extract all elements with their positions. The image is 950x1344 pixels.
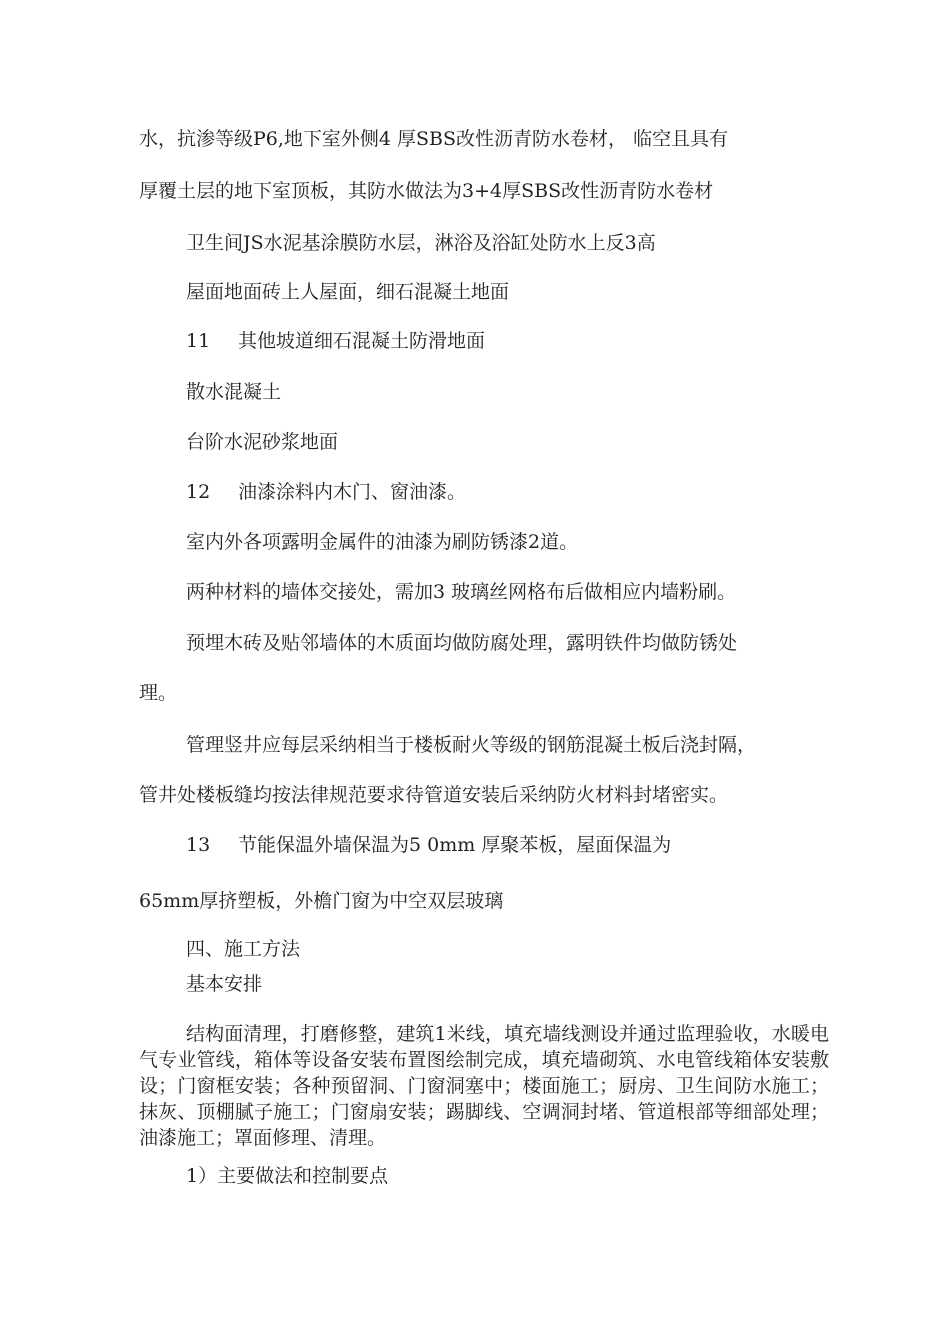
item-text: 节能保温外墙保温为5 0mm 厚聚苯板，屋面保温为 <box>238 834 672 856</box>
text-line: 台阶水泥砂浆地面 <box>186 431 339 453</box>
text-line: 屋面地面砖上人屋面，细石混凝土地面 <box>186 281 510 303</box>
text-line: 两种材料的墙体交接处，需加3 玻璃丝网格布后做相应内墙粉刷。 <box>186 581 737 603</box>
text-line: 管井处楼板缝均按法律规范要求待管道安装后采纳防火材料封堵密实。 <box>139 784 729 806</box>
text-line: 管理竖井应每层采纳相当于楼板耐火等级的钢筋混凝土板后浇封隔， <box>186 734 757 756</box>
list-heading: 1）主要做法和控制要点 <box>186 1165 389 1187</box>
text-line: 室内外各项露明金属件的油漆为刷防锈漆2道。 <box>186 531 579 553</box>
item-number: 11 <box>186 330 211 352</box>
text-line: 卫生间JS水泥基涂膜防水层，淋浴及浴缸处防水上反3高 <box>186 232 656 254</box>
numbered-line <box>186 483 466 502</box>
item-number: 13 <box>186 834 211 856</box>
section-heading: 四、施工方法 <box>186 938 301 960</box>
text-line: 水，抗渗等级P6,地下室外侧4 厚SBS改性沥青防水卷材， 临空且具有 <box>139 128 729 150</box>
body-paragraph: 结构面清理，打磨修整，建筑1米线，填充墙线测设并通过监理验收，水暖电气专业管线，箱体等设备安装布置图绘制完成，填充墙砌筑、水电管线箱体安装敷设；门窗框安装；各种预留洞、门窗洞塞中；楼面施工；厨房、卫生间防水施工；抹灰、顶棚腻子施工；门窗扇安装；踢脚线、空调洞封堵、管道根部等细部处理；油漆施工；罩面修理、清理。 <box>139 1023 829 1149</box>
item-text: 其他坡道细石混凝土防滑地面 <box>238 330 486 352</box>
subsection-heading: 基本安排 <box>186 973 263 995</box>
numbered-line <box>186 332 485 351</box>
item-text: 油漆涂料内木门、窗油漆。 <box>238 481 467 503</box>
numbered-line <box>186 836 671 855</box>
text-line: 散水混凝土 <box>186 381 282 403</box>
text-line: 厚覆土层的地下室顶板，其防水做法为3+4厚SBS改性沥青防水卷材 <box>139 180 714 202</box>
text-line: 65mm厚挤塑板，外檐门窗为中空双层玻璃 <box>139 890 504 912</box>
item-number: 12 <box>186 481 211 503</box>
text-line: 预埋木砖及贴邻墙体的木质面均做防腐处理，露明铁件均做防锈处 <box>186 632 738 654</box>
text-line: 理。 <box>139 682 178 704</box>
